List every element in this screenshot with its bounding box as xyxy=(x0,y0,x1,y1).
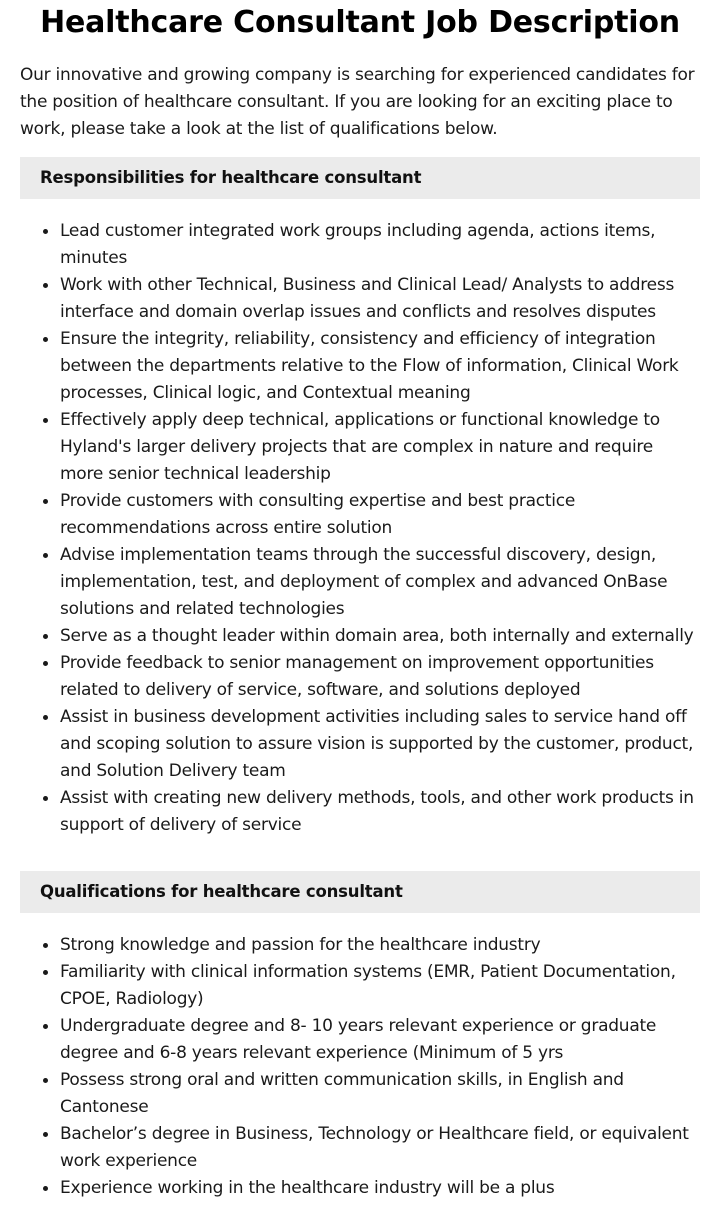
list-item: Assist with creating new delivery methods, tools, and other work products in support of delivery of service xyxy=(60,785,700,839)
list-item: Serve as a thought leader within domain area, both internally and externally xyxy=(60,623,700,650)
qualifications-heading: Qualifications for healthcare consultant xyxy=(20,871,700,913)
list-item: Provide feedback to senior management on improvement opportunities related to delivery of service, software, and solutions deployed xyxy=(60,650,700,704)
qualifications-list xyxy=(20,932,700,1202)
list-item: Ensure the integrity, reliability, consistency and efficiency of integration between the departments relative to the Flow of information, Clinical Work processes, Clinical logic, and Contextual meaning xyxy=(60,326,700,407)
list-item: Undergraduate degree and 8- 10 years relevant experience or graduate degree and 6-8 years relevant experience (Minimum of 5 yrs xyxy=(60,1013,700,1067)
list-item: Possess strong oral and written communication skills, in English and Cantonese xyxy=(60,1067,700,1121)
list-item: Assist in business development activities including sales to service hand off and scoping solution to assure vision is supported by the customer, product, and Solution Delivery team xyxy=(60,704,700,785)
list-item: Provide customers with consulting expertise and best practice recommendations across entire solution xyxy=(60,488,700,542)
section-spacer xyxy=(20,839,700,857)
list-item: Effectively apply deep technical, applications or functional knowledge to Hyland's larger delivery projects that are complex in nature and require more senior technical leadership xyxy=(60,407,700,488)
list-item: Strong knowledge and passion for the healthcare industry xyxy=(60,932,700,959)
list-item: Lead customer integrated work groups including agenda, actions items, minutes xyxy=(60,218,700,272)
list-item: Familiarity with clinical information systems (EMR, Patient Documentation, CPOE, Radiology) xyxy=(60,959,700,1013)
responsibilities-list xyxy=(20,218,700,839)
responsibilities-heading: Responsibilities for healthcare consultant xyxy=(20,157,700,199)
list-item: Work with other Technical, Business and Clinical Lead/ Analysts to address interface and domain overlap issues and conflicts and resolves disputes xyxy=(60,272,700,326)
list-item: Advise implementation teams through the successful discovery, design, implementation, test, and deployment of complex and advanced OnBase solutions and related technologies xyxy=(60,542,700,623)
page-title: Healthcare Consultant Job Description xyxy=(40,5,680,40)
intro-paragraph: Our innovative and growing company is searching for experienced candidates for the position of healthcare consultant. If you are looking for an exciting place to work, please take a look at the list of qualifications below. xyxy=(20,65,695,139)
list-item: Bachelor’s degree in Business, Technology or Healthcare field, or equivalent work experience xyxy=(60,1121,700,1175)
list-item: Experience working in the healthcare industry will be a plus xyxy=(60,1175,700,1202)
